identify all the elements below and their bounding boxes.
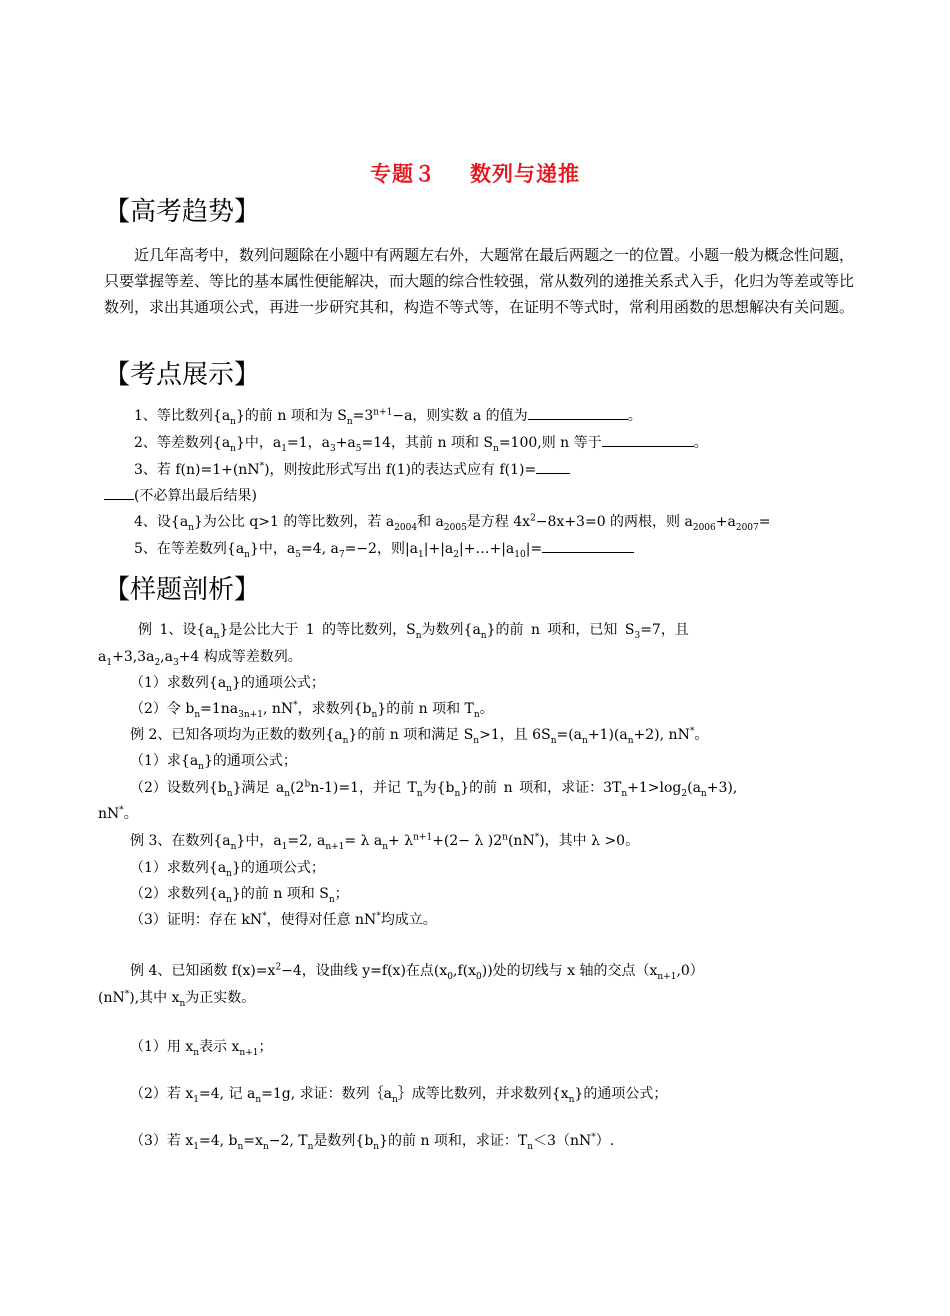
question-2: 2、等差数列$\{a_n\}$中，$a_1=1$，$a_3+a_5=14$，其前 n 项和 $S_n=100$,则 n 等于 。 [134, 432, 708, 453]
answer-blank[interactable] [536, 459, 570, 474]
example-4-part-2: （2）若 $x_1=4$, 记 $a_n=1g$, 求证：数列$\{a_n\}$成等比数列，并求数列$\{x_n\}$的通项公式； [130, 1086, 668, 1105]
answer-blank[interactable] [104, 485, 134, 500]
question-1: 1、等比数列$\{a_n\}$的前 n 项和为 $S_n=3^{n+1}-a$，则实数 a 的值为 。 [134, 405, 642, 426]
example-2-line-1: 例 2、已知各项均为正数的数列$\{a_n\}$的前 n 项和满足 $S_n>1$，且 $6S_n=(a_n+1)(a_n+2)$, nN*。 [130, 726, 709, 746]
answer-blank[interactable] [528, 405, 628, 420]
example-1-line-2: $a_1+3,3a_2,a_3+4$ 构成等差数列。 [98, 649, 302, 668]
example-4-part-3: （3）若 $x_1=4$, $b_n=x_n-2$, $T_n$是数列$\{b_n\}$的前 n 项和，求证：$T_n<3(nN^*)$. [130, 1132, 615, 1152]
answer-blank[interactable] [542, 538, 634, 553]
question-5: 5、在等差数列$\{a_n\}$中，$a_5=4$, $a_7=-2$，则$|a_1|+|a_2|+\dots+|a_{10}|=$ [134, 538, 634, 559]
example-1-part-1: （1）求数列$\{a_n\}$的通项公式； [130, 675, 325, 694]
section-heading-trend: 【高考趋势】 [104, 197, 261, 227]
page-title [0, 158, 950, 188]
example-4-line-1: 例 4、已知函数 $f(x)=x^2-4$，设曲线 y=f(x)在点$(x_0,f(x_0))$处的切线与 x 轴的交点$(x_{n+1},0)$ [130, 962, 704, 982]
example-4-part-1: （1）用 $x_n$表示 $x_{n+1}$； [130, 1039, 273, 1058]
example-1-line-1: 例 1、设$\{a_n\}$是公比大于 1 的等比数列，$S_n$为数列$\{a_n\}$的前 n 项和，已知 $S_3=7$，且 [138, 622, 689, 641]
question-3-continued: (不必算出最后结果) [104, 485, 257, 506]
example-3-line-1: 例 3、在数列$\{a_n\}$中，$a_1=2$, $a_{n+1}= \lambda$ $a_n+ \lambda^{n+1}+(2- \lambda$ )2$^n$(nN*)，其中 λ >0。 [130, 832, 640, 852]
question-4: 4、设$\{a_n\}$为公比 q>1 的等比数列，若 $a_{2004}$和 $a_{2005}$是方程 $4x^2-8x+3=0$ 的两根，则 $a_{2006}+a_{2007}=$ [134, 513, 771, 533]
question-3: 3、若 f(n)=1+(nN*)，则按此形式写出 f(1)的表达式应有 f(1)= [134, 459, 570, 480]
example-2-part-2-continued: nN*。 [98, 805, 138, 822]
example-2-part-1: （1）求$\{a_n\}$的通项公式； [130, 753, 297, 772]
trend-paragraph: 近几年高考中，数列问题除在小题中有两题左右外，大题常在最后两题之一的位置。小题一般为概念性问题，只要掌握等差、等比的基本属性便能解决，而大题的综合性较强，常从数列的递推关系式入手，化归为等差或等比数列，求出其通项公式，再进一步研究其和，构造不等式等，在证明不等式时，常利用函数的思想解决有关问题。 [104, 246, 855, 316]
section-heading-points: 【考点展示】 [104, 360, 261, 390]
answer-blank[interactable] [602, 432, 694, 447]
example-3-part-2: （2）求数列$\{a_n\}$的前 n 项和 $S_n$； [130, 886, 349, 905]
example-2-part-2: （2）设数列$\{b_n\}$满足 $a_n(2^bn-1)=1$，并记 $T_n$为$\{b_n\}$的前 n 项和，求证：$3T_n+1>\log_2(a_n+3)$, [130, 779, 738, 799]
title-topic-number: 专题３ [370, 161, 436, 186]
section-heading-examples: 【样题剖析】 [104, 575, 261, 605]
example-1-part-2: （2）令 $b_n=1na_{3n+1}$, nN*，求数列$\{b_n\}$的前 n 项和 $T_n$。 [130, 700, 494, 720]
title-topic-name: 数列与递推 [470, 161, 580, 186]
example-4-line-2: (nN*),其中 $x_n$为正实数。 [98, 989, 256, 1009]
example-3-part-3: （3）证明：存在 kN*，使得对任意 nN*均成立。 [130, 911, 437, 928]
example-3-part-1: （1）求数列$\{a_n\}$的通项公式； [130, 860, 325, 879]
